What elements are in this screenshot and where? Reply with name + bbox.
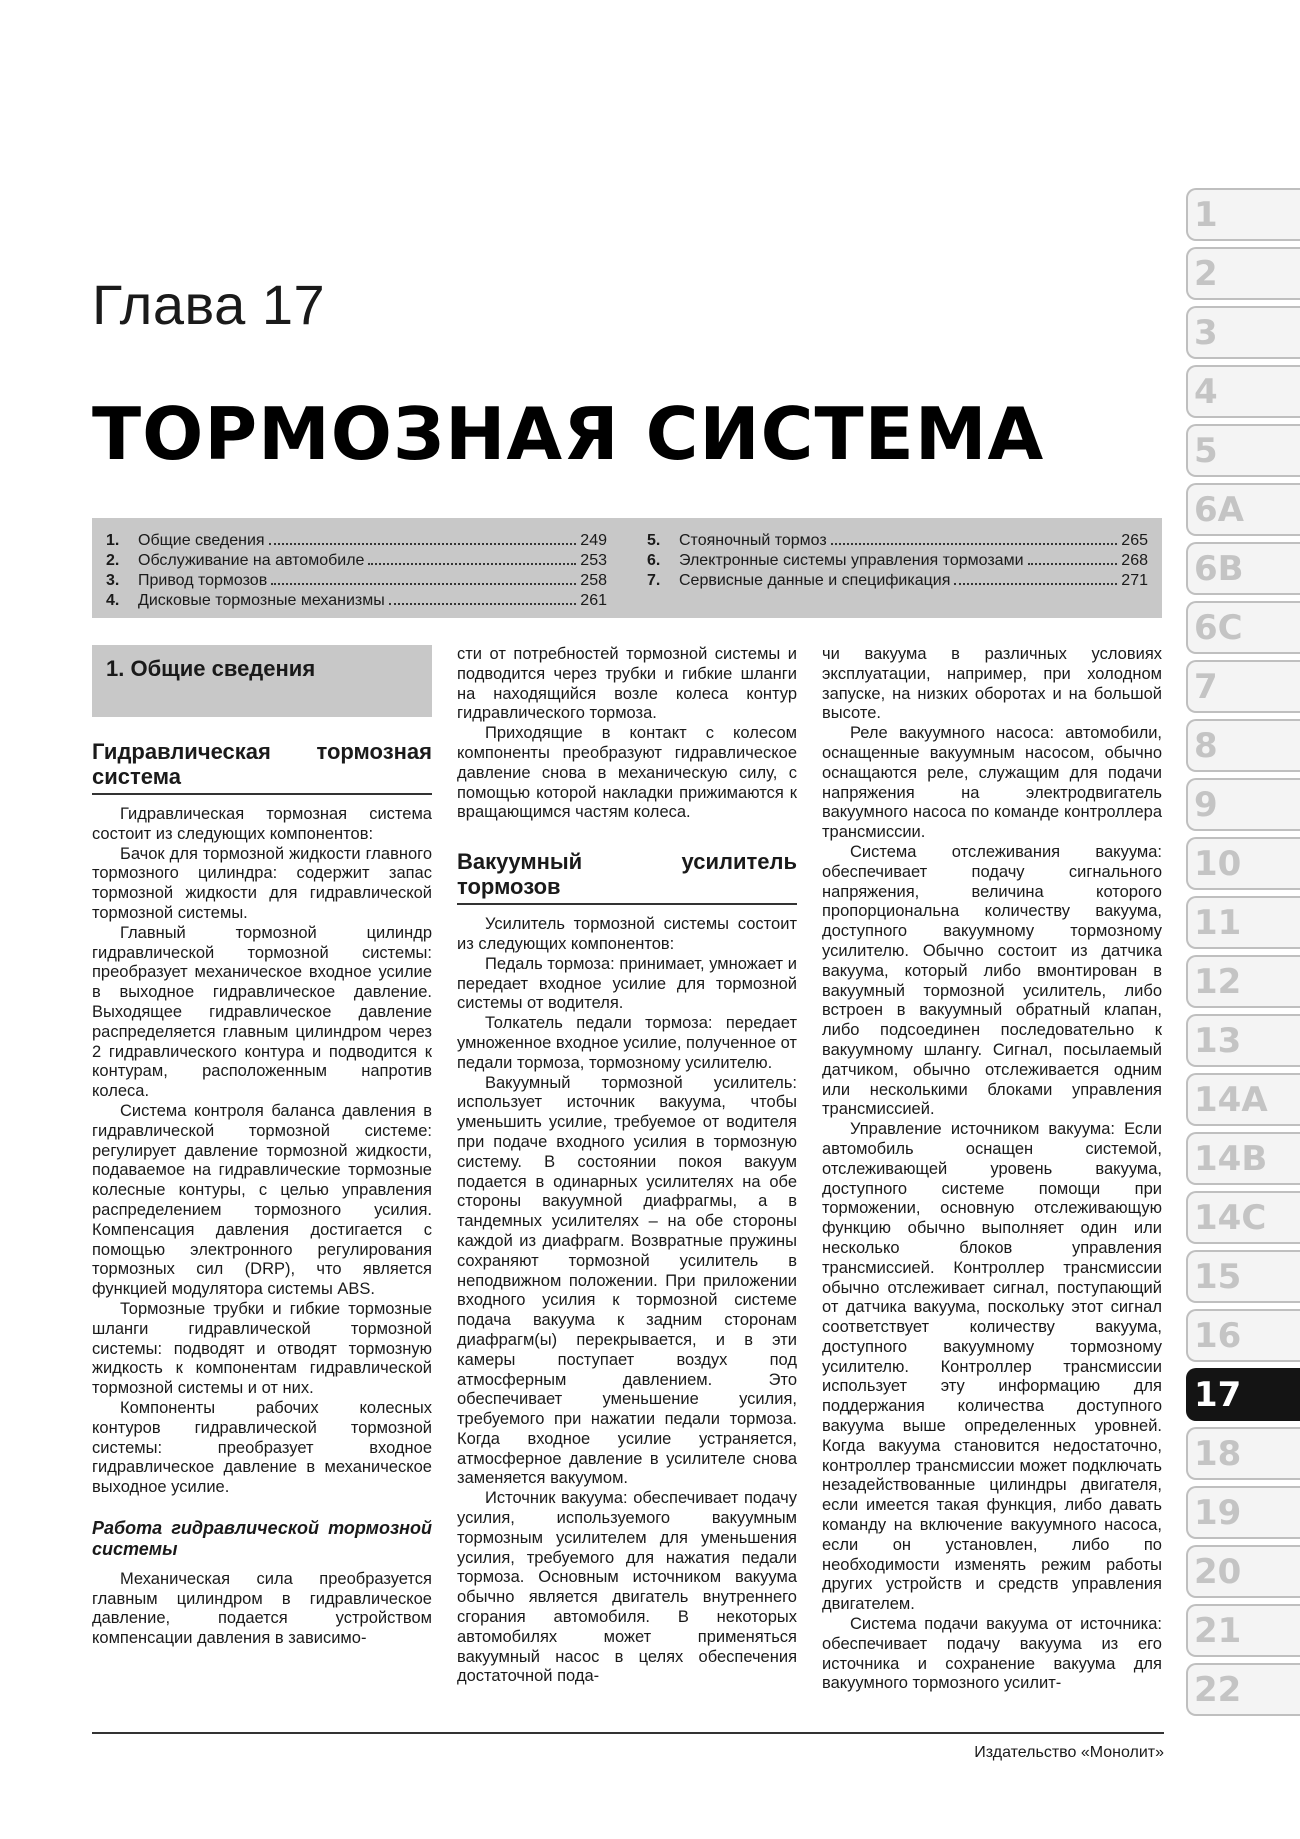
toc-leader [269,530,577,545]
paragraph: Педаль тормоза: принимает, умножает и передает входное усилие для тормозной системы от водителя. [457,954,797,1013]
chapter-title: ТОРМОЗНАЯ СИСТЕМА [92,392,1045,476]
paragraph: Управление источником вакуума: Если автомобиль оснащен системой, отслеживающей уровень вакуума, доступного системе помощи при торможении, основную отслеживающую функцию обычно выполняет один или несколько блоков управления трансмиссией. Контроллер трансмиссии обычно отслеживает сигнал, поступающий от датчика вакуума, поскольку этот сигнал соответствует количеству вакуума, доступного вакуумному тормозному усилителю. Контроллер трансмиссии использует эту информацию для поддержания количества доступного вакуума выше определенных уровней. Когда вакуума становится недостаточно, контроллер трансмиссии может подключать незадействованные цилиндры двигателя, если имеется такая функция, либо давать команду на включение вакуумного насоса, если он установлен, либо по необходимости изменять режим работы других устройств и средств управления двигателем. [822,1120,1162,1614]
toc-num: 2. [106,552,120,569]
toc-page: 261 [580,592,607,609]
paragraph: Гидравлическая тормозная система состоит из следующих компонентов: [92,805,432,843]
paragraph: чи вакуума в различных условиях эксплуатации, например, при холодном запуске, на низких оборотах и на большой высоте. [822,645,1162,723]
toc-item[interactable] [106,590,607,610]
paragraph: Система контроля баланса давления в гидравлической тормозной системе: регулирует давление тормозной жидкости, подаваемое на гидравлические тормозные колесные контуры, с целью управления распределением тормозного усилия. Компенсация давления достигается с помощью электронного регулирования тормозных сил (DRP), что является функцией модулятора системы ABS. [92,1101,432,1299]
toc-num: 6. [647,552,661,569]
chapter-tab[interactable]: 14A [1186,1073,1300,1126]
toc-leader [954,570,1117,585]
chapter-tab[interactable]: 20 [1186,1545,1300,1598]
paragraph: Источник вакуума: обеспечивает подачу усилия, используемого вакуумным тормозным усилителем для уменьшения усилия, требуемого для нажатия педали тормоза. Основным источником вакуума обычно является двигатель внутреннего сгорания автомобиля. В некоторых автомобилях может применяться вакуумный насос в целях обеспечения достаточной пода- [457,1489,797,1686]
toc-title: Привод тормозов [138,572,268,589]
paragraph: Компоненты рабочих колесных контуров гидравлической тормозной системы: преобразует входное гидравлическое давление в механическое выходное усилие. [92,1398,432,1497]
chapter-tab[interactable]: 6C [1186,601,1300,654]
footer-rule [92,1732,1164,1734]
chapter-tab[interactable]: 2 [1186,247,1300,300]
chapter-tab[interactable]: 11 [1186,896,1300,949]
chapter-tab[interactable]: 22 [1186,1663,1300,1716]
paragraph: Бачок для тормозной жидкости главного тормозного цилиндра: содержит запас тормозной жидкости для гидравлической тормозной системы. [92,844,432,922]
toc-item[interactable] [106,530,607,550]
column-3 [822,645,1162,1694]
toc-item[interactable] [647,570,1148,590]
toc-item[interactable] [106,550,607,570]
chapter-tab[interactable]: 12 [1186,955,1300,1008]
toc-title: Общие сведения [138,532,265,549]
paragraph: Реле вакуумного насоса: автомобили, оснащенные вакуумным насосом, обычно оснащаются реле, служащим для подачи напряжения на электродвигатель вакуумного насоса по команде контроллера трансмиссии. [822,724,1162,842]
chapter-tab[interactable]: 19 [1186,1486,1300,1539]
toc-title: Сервисные данные и спецификация [679,572,951,589]
chapter-label: Глава 17 [92,273,326,336]
chapter-tab[interactable]: 21 [1186,1604,1300,1657]
chapter-tab[interactable]: 13 [1186,1014,1300,1067]
paragraph: Главный тормозной цилиндр гидравлической тормозной системы: преобразует механическое входное усилие в выходное гидравлическое давление. Выходящее гидравлическое давление распределяется главным цилиндром через 2 гидравлического контура и подводится к контурам, расположенным напротив колеса. [92,923,432,1101]
chapter-tab[interactable]: 6A [1186,483,1300,536]
toc-page: 253 [580,552,607,569]
toc-page: 268 [1121,552,1148,569]
subheading: Гидравлическая тормозная система [92,739,432,795]
toc-leader [368,550,576,565]
chapter-tab[interactable]: 9 [1186,778,1300,831]
chapter-tab[interactable]: 16 [1186,1309,1300,1362]
paragraph: Механическая сила преобразуется главным цилиндром в гидравлическое давление, подается устройством компенсации давления в зависимо- [92,1569,432,1648]
column-2 [457,645,797,1687]
column-1 [92,645,432,1649]
paragraph: сти от потребностей тормозной системы и подводится через трубки и гибкие шланги на находящийся возле колеса контур гидравлического тормоза. [457,645,797,723]
toc-item[interactable] [106,570,607,590]
section-title: 1. Общие сведения [92,645,432,717]
toc-leader [1028,550,1118,565]
chapter-tab[interactable]: 14C [1186,1191,1300,1244]
toc-title: Дисковые тормозные механизмы [138,592,385,609]
toc-num: 4. [106,592,120,609]
subheading: Вакуумный усилитель тормозов [457,849,797,905]
toc-page: 265 [1121,532,1148,549]
publisher-credit: Издательство «Монолит» [974,1744,1164,1761]
paragraph: Приходящие в контакт с колесом компоненты преобразуют гидравлическое давление снова в механическую силу, с помощью которой накладки прижимаются к вращающимся частям колеса. [457,724,797,822]
toc-num: 3. [106,572,120,589]
paragraph: Толкатель педали тормоза: передает умноженное входное усилие, полученное от педали тормоза, тормозному усилителю. [457,1014,797,1072]
chapter-tab[interactable]: 10 [1186,837,1300,890]
chapter-tab[interactable]: 1 [1186,188,1300,241]
toc-title: Электронные системы управления тормозами [679,552,1024,569]
subheading-italic: Работа гидравлической тормозной системы [92,1517,432,1559]
chapter-tabs [1186,188,1300,1722]
chapter-tab[interactable]: 14B [1186,1132,1300,1185]
chapter-tab[interactable]: 4 [1186,365,1300,418]
chapter-tab[interactable]: 18 [1186,1427,1300,1480]
paragraph: Усилитель тормозной системы состоит из следующих компонентов: [457,915,797,953]
body-columns [92,645,1164,1725]
chapter-tab[interactable]: 17 [1186,1368,1300,1421]
toc-right-column [647,530,1148,618]
chapter-tab[interactable]: 8 [1186,719,1300,772]
toc-num: 5. [647,532,661,549]
toc-num: 7. [647,572,661,589]
toc-leader [831,530,1118,545]
chapter-tab[interactable]: 15 [1186,1250,1300,1303]
toc-leader [271,570,576,585]
chapter-tab[interactable]: 6B [1186,542,1300,595]
toc-left-column [106,530,607,618]
toc-page: 258 [580,572,607,589]
toc-title: Стояночный тормоз [679,532,827,549]
toc-num: 1. [106,532,120,549]
table-of-contents [92,518,1162,618]
paragraph: Вакуумный тормозной усилитель: использует источник вакуума, чтобы уменьшить усилие, требуемое от водителя при подаче входного усилия в тормозную систему. В состоянии покоя вакуум подается в одинарных усилителях на обе стороны вакуумной диафрагмы, а в тандемных усилителях – на обе стороны каждой из диафрагм. Возвратные пружины сохраняют тормозной усилитель в неподвижном положении. При приложении входного усилия к тормозной системе подача вакуума к задним сторонам диафрагм(ы) перекрывается, и в эти камеры поступает воздух под атмосферным давлением. Это обеспечивает уменьшение усилия, требуемого при нажатии педали тормоза. Когда входное усилие устраняется, атмосферное давление в усилителе снова заменяется вакуумом. [457,1073,797,1488]
toc-page: 249 [580,532,607,549]
chapter-tab[interactable]: 5 [1186,424,1300,477]
paragraph: Система подачи вакуума от источника: обеспечивает подачу вакуума из его источника и сохранение вакуума для вакуумного тормозного усилит- [822,1615,1162,1693]
chapter-tab[interactable]: 7 [1186,660,1300,713]
toc-item[interactable] [647,550,1148,570]
paragraph: Тормозные трубки и гибкие тормозные шланги гидравлической тормозной системы: подводят и отводят тормозную жидкость к компонентам гидравлической тормозной системы и от них. [92,1299,432,1398]
toc-page: 271 [1121,572,1148,589]
toc-item[interactable] [647,530,1148,550]
toc-leader [389,590,577,605]
paragraph: Система отслеживания вакуума: обеспечивает подачу сигнального напряжения, величина которого пропорциональна количеству вакуума, доступного вакуумному тормозному усилителю. Обычно состоит из датчика вакуума, который либо вмонтирован в вакуумный тормозной усилитель, либо встроен в вакуумный обратный клапан, либо подсоединен последовательно к вакуумному шлангу. Сигнал, посылаемый датчиком, обычно отслеживается одним или несколькими блоками управления трансмиссией. [822,842,1162,1119]
toc-title: Обслуживание на автомобиле [138,552,365,569]
chapter-tab[interactable]: 3 [1186,306,1300,359]
